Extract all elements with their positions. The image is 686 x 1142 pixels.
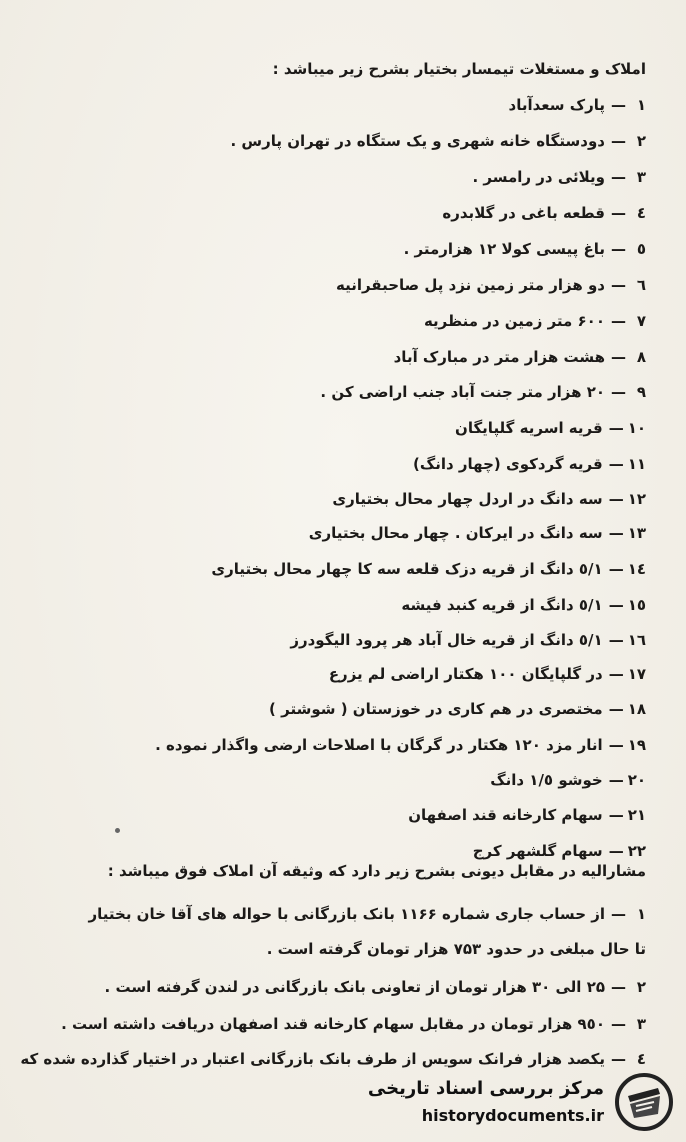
item-number: ۲۰ (627, 771, 646, 789)
document-header: املاک و مستغلات تیمسار بختیار بشرح زیر میباشد : (272, 60, 646, 78)
item-dash: — (608, 842, 624, 860)
debt-item-continuation (20, 940, 646, 958)
debt-text: ۲۵ الی ۳۰ هزار تومان از تعاونی بانک بازرگانی در لندن گرفته است . (104, 978, 605, 996)
property-item (211, 560, 646, 578)
property-item (404, 240, 646, 258)
watermark-logo (344, 1070, 674, 1134)
item-number: ١٤ (627, 560, 646, 578)
item-dash: — (611, 383, 626, 401)
item-dash: — (611, 168, 626, 186)
item-dash: — (608, 700, 624, 718)
item-number: ۹ (636, 383, 646, 401)
item-dash: — (611, 276, 626, 294)
item-dash: — (608, 771, 624, 789)
item-dash: — (608, 560, 624, 578)
item-dash: — (608, 419, 624, 437)
debt-item (20, 1015, 646, 1033)
item-dash: — (611, 240, 626, 258)
property-item (424, 312, 646, 330)
item-text: سهام گلشهر کرج (472, 842, 603, 860)
item-number: ۲۱ (627, 806, 646, 824)
item-dash: — (611, 96, 626, 114)
item-number: ۱۹ (627, 736, 646, 754)
item-text: دودستگاه خانه شهری و یک ستگاه در تهران پارس . (230, 132, 605, 150)
item-number: ۱۰ (627, 419, 646, 437)
item-number: ۱٦ (627, 631, 646, 649)
item-number: ۱ (636, 905, 646, 923)
item-text: در گلپایگان ۱۰۰ هکتار اراضی لم یزرع (328, 665, 603, 683)
item-dash: — (611, 905, 626, 923)
item-text: دو هزار متر زمین نزد پل صاحبقرانیه (335, 276, 605, 294)
item-text: قطعه باغی در گلابدره (442, 204, 605, 222)
item-number: ٤ (636, 1050, 646, 1068)
item-dash: — (611, 312, 626, 330)
item-text: ۱/٥ دانگ از قریه دزک قلعه سه کا چهار محال بختیاری (211, 560, 603, 578)
item-text: خوشو ۱/٥ دانگ (490, 771, 603, 789)
debt-text: از حساب جاری شماره ۱۱۶۶ بانک بازرگانی با حواله های آقا خان بختیار (88, 905, 605, 923)
item-number: ۸ (636, 348, 646, 366)
item-text: ۲۰ هزار متر جنت آباد جنب اراضی کن . (320, 383, 605, 401)
item-dash: — (611, 1050, 626, 1068)
item-text: قریه اسریه گلپایگان (455, 419, 603, 437)
item-dash: — (608, 736, 624, 754)
item-number: ۲ (636, 978, 646, 996)
property-item (332, 490, 646, 508)
debt-text: یکصد هزار فرانک سویس از طرف بانک بازرگانی اعتبار در اختیار گذارده شده که (20, 1050, 605, 1068)
property-item (290, 631, 646, 649)
property-item (309, 524, 646, 542)
item-number: ۱۲ (627, 490, 646, 508)
item-text: ویلائی در رامسر . (472, 168, 605, 186)
archive-emblem-icon (614, 1072, 674, 1132)
ink-speck (115, 828, 120, 833)
property-item (320, 383, 646, 401)
item-number: ۳ (636, 168, 646, 186)
item-number: ۳ (636, 1015, 646, 1033)
item-text: سه دانگ در ایرکان . چهار محال بختیاری (308, 524, 603, 542)
property-item (413, 455, 646, 473)
item-text: ۱/٥ دانگ از قریه خال آباد هر پرود الیگودرز (290, 631, 603, 649)
item-text: سهام کارخانه قند اصفهان (408, 806, 603, 824)
item-text: سه دانگ در اردل چهار محال بختیاری (332, 490, 603, 508)
section-2-header: مشارالیه در مقابل دیونی بشرح زیر دارد که وثیقه آن املاک فوق میباشد : (107, 862, 646, 880)
item-dash: — (608, 806, 624, 824)
property-item (490, 771, 646, 789)
item-dash: — (608, 665, 624, 683)
property-item (473, 842, 646, 860)
debt-text: تا حال مبلغی در حدود ۷۵۳ هزار تومان گرفته است . (266, 940, 646, 958)
item-dash: — (611, 1015, 626, 1033)
item-number: ۱ (636, 96, 646, 114)
item-text: پارک سعدآباد (508, 96, 605, 114)
item-text: باغ پیسی کولا ۱۲ هزارمتر . (403, 240, 605, 258)
item-dash: — (608, 596, 624, 614)
item-dash: — (611, 204, 626, 222)
item-text: قریه گردکوی (چهار دانگ) (412, 455, 603, 473)
property-item (269, 700, 646, 718)
debt-text: ۹٥۰ هزار تومان در مقابل سهام کارخانه قند اصفهان دریافت داشته است . (61, 1015, 605, 1033)
item-text: ۶۰۰ متر زمین در منظریه (423, 312, 605, 330)
item-text: ۱/٥ دانگ از قریه کنبد فیشه (401, 596, 603, 614)
item-number: ٥ (636, 240, 646, 258)
item-dash: — (608, 524, 624, 542)
property-item (509, 96, 646, 114)
item-number: ٦ (636, 276, 646, 294)
item-dash: — (611, 978, 626, 996)
item-number: ٤ (636, 204, 646, 222)
item-dash: — (611, 348, 626, 366)
watermark-url: historydocuments.ir (421, 1106, 604, 1125)
debt-item (20, 1050, 646, 1068)
item-number: ۲۲ (627, 842, 646, 860)
property-item (455, 419, 646, 437)
item-number: ۲ (636, 132, 646, 150)
property-item (336, 276, 646, 294)
item-number: ۱۳ (627, 524, 646, 542)
property-item (329, 665, 646, 683)
property-item (155, 736, 646, 754)
item-text: انار مزد ۱۲۰ هکتار در گرگان با اصلاحات ارضی واگذار نموده . (155, 736, 603, 754)
debt-item (20, 905, 646, 923)
property-item (472, 168, 646, 186)
item-number: ۱۱ (627, 455, 646, 473)
property-item (408, 806, 646, 824)
item-number: ۷ (636, 312, 646, 330)
property-item (394, 348, 646, 366)
item-number: ۱۷ (627, 665, 646, 683)
property-item (442, 204, 646, 222)
item-number: ۱۸ (627, 700, 646, 718)
item-dash: — (608, 490, 624, 508)
item-text: مختصری در هم کاری در خوزستان ( شوشتر ) (269, 700, 603, 718)
property-item (401, 596, 646, 614)
item-text: هشت هزار متر در مبارک آباد (393, 348, 605, 366)
item-dash: — (611, 132, 626, 150)
property-item (230, 132, 646, 150)
debt-item (20, 978, 646, 996)
item-number: ۱٥ (627, 596, 646, 614)
watermark-name: مرکز بررسی اسناد تاریخی (367, 1078, 604, 1099)
item-dash: — (608, 455, 624, 473)
item-dash: — (608, 631, 624, 649)
